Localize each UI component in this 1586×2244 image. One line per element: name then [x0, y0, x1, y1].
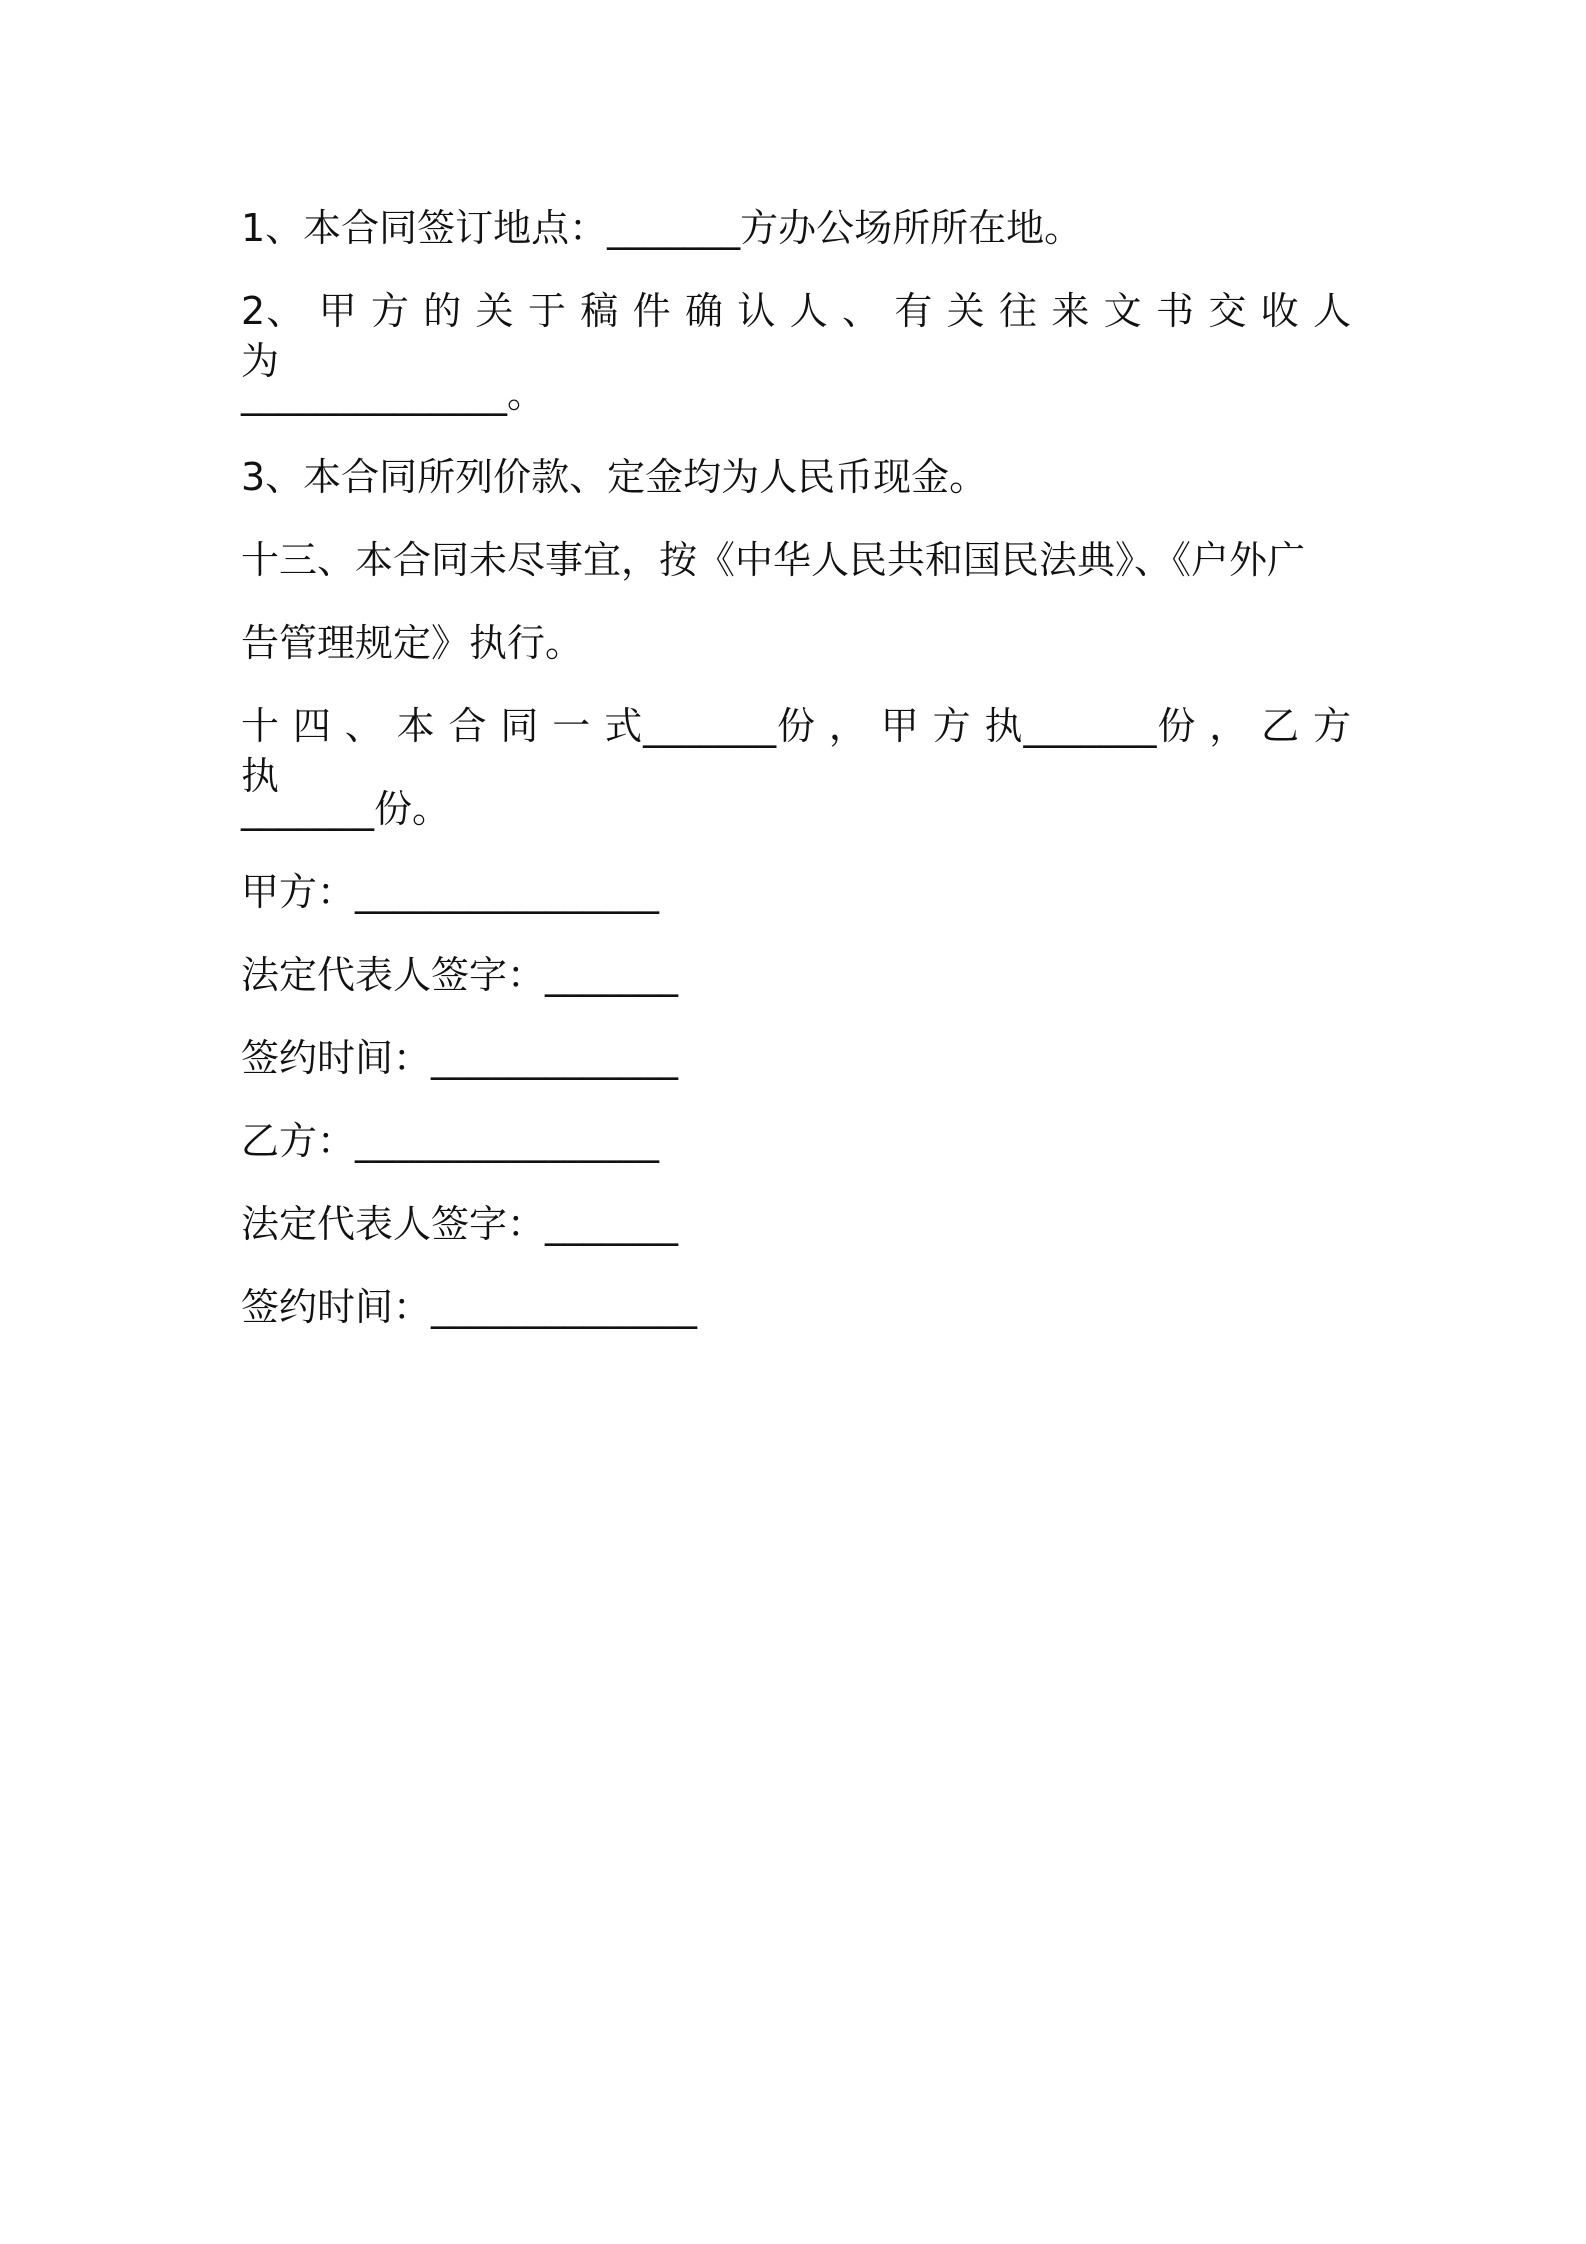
party-a-signing-time: 签约时间：_____________: [241, 1036, 679, 1080]
party-a-representative-signature: 法定代表人签字：_______: [241, 953, 679, 997]
clause-party-a-contact-line-1: 2、 甲 方 的 关 于 稿 件 确 认 人 、 有 关 往 来 文 书 交 收 人 为: [241, 289, 1351, 383]
clause-13-line-2: 告管理规定》执行。: [241, 621, 584, 665]
clause-13-line-1: 十三、本合同未尽事宜，按《中华人民共和国民法典》、《户外广: [241, 538, 1306, 582]
clause-party-a-contact-line-2: ______________。: [241, 372, 546, 416]
party-b-signing-time: 签约时间：______________: [241, 1285, 698, 1329]
clause-14-line-1: 十 四 、 本 合 同 一 式_______份 ， 甲 方 执_______份 ， 乙 方 执: [241, 704, 1351, 798]
clause-payment-currency: 3、本合同所列价款、定金均为人民币现金。: [241, 455, 988, 499]
clause-signing-location: 1、本合同签订地点：_______方办公场所所在地。: [241, 206, 1083, 250]
clause-14-line-2: _______份。: [241, 787, 451, 831]
party-a-signature-line: 甲方：________________: [241, 870, 660, 914]
party-b-signature-line: 乙方：________________: [241, 1119, 660, 1163]
party-b-representative-signature: 法定代表人签字：_______: [241, 1202, 679, 1246]
